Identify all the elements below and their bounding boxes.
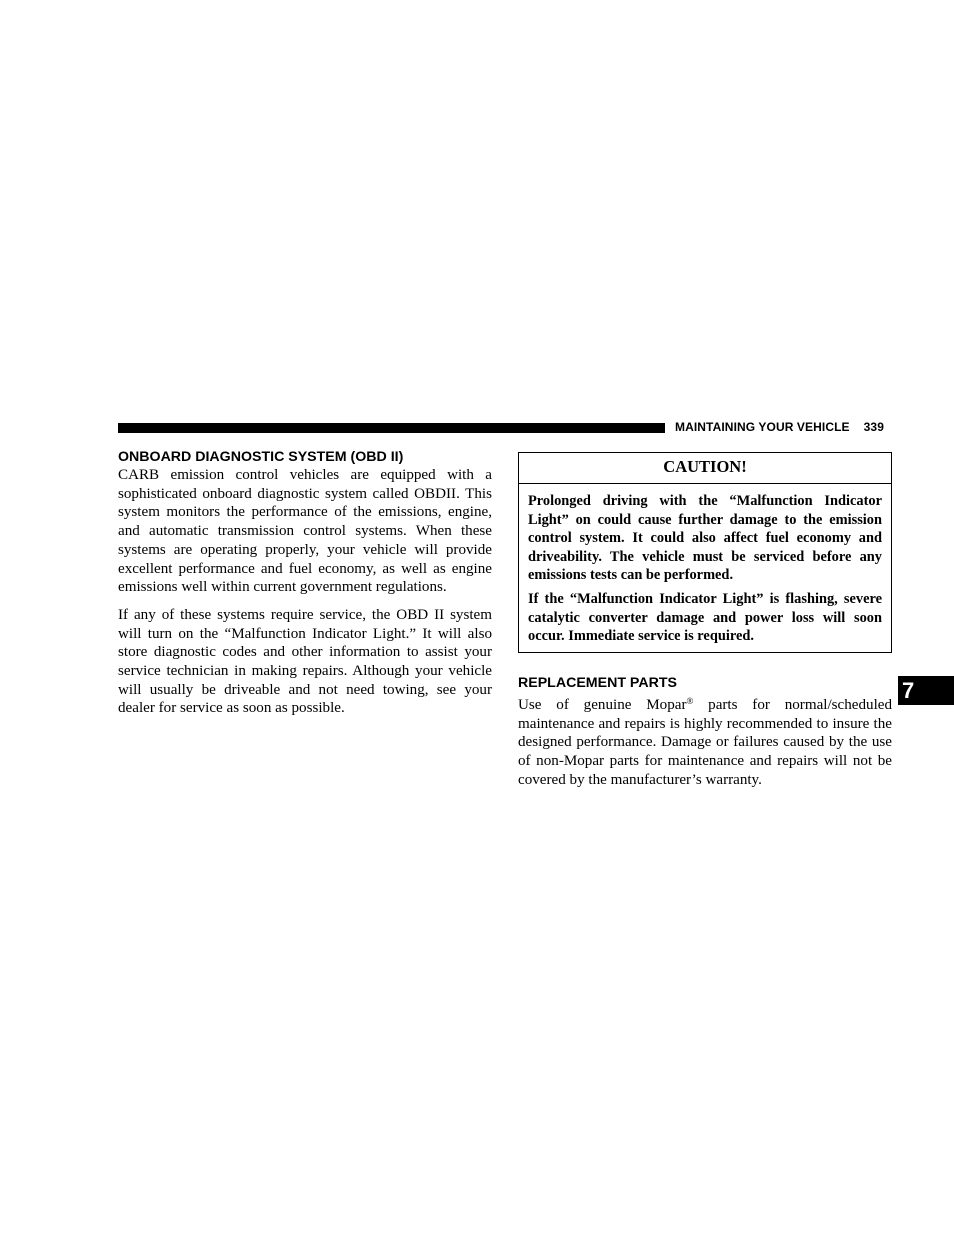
replacement-text-start: Use of genuine Mopar bbox=[518, 697, 687, 713]
chapter-tab: 7 bbox=[898, 676, 954, 705]
replacement-text-end: parts for normal/scheduled maintenance and repairs is highly recommended to insure the designed performance. Damage or failures caused by the use of non-Mopar parts for maintenance and repairs will not be covered by the manufacturer’s warranty. bbox=[518, 697, 893, 788]
caution-box bbox=[518, 452, 892, 653]
obd-paragraph-1: CARB emission control vehicles are equipped with a sophisticated onboard diagnostic system called OBDII. This system monitors the performance of the emissions, engine, and automatic transmission control systems. When these systems are operating properly, your vehicle will provide excellent performance and fuel economy, as well as engine emissions well within current government regulations. bbox=[118, 467, 492, 596]
header-rule bbox=[118, 423, 665, 433]
section-title: MAINTAINING YOUR VEHICLE bbox=[675, 420, 850, 434]
obd-paragraph-2: If any of these systems require service, the OBD II system will turn on the “Malfunction Indicator Light.” It will also store diagnostic codes and other information to assist your service technician in making repairs. Although your vehicle will usually be driveable and not need towing, see your dealer for service as soon as possible. bbox=[118, 606, 492, 717]
running-header bbox=[675, 420, 884, 434]
obd-heading: ONBOARD DIAGNOSTIC SYSTEM (OBD II) bbox=[118, 449, 404, 465]
left-column bbox=[118, 448, 492, 718]
replacement-parts-paragraph bbox=[518, 692, 892, 790]
right-column bbox=[518, 452, 892, 790]
page-number: 339 bbox=[863, 420, 884, 434]
replacement-parts-heading: REPLACEMENT PARTS bbox=[518, 675, 677, 691]
registered-mark: ® bbox=[686, 696, 694, 706]
caution-title: CAUTION! bbox=[519, 453, 891, 484]
caution-paragraph-1: Prolonged driving with the “Malfunction Indicator Light” on could cause further damage to the emission control system. It could also affect fuel economy and driveability. The vehicle must be serviced before any emissions tests can be performed. bbox=[528, 493, 882, 584]
caution-body bbox=[519, 484, 891, 646]
caution-paragraph-2: If the “Malfunction Indicator Light” is flashing, severe catalytic converter damage and power loss will soon occur. Immediate service is required. bbox=[528, 590, 882, 645]
